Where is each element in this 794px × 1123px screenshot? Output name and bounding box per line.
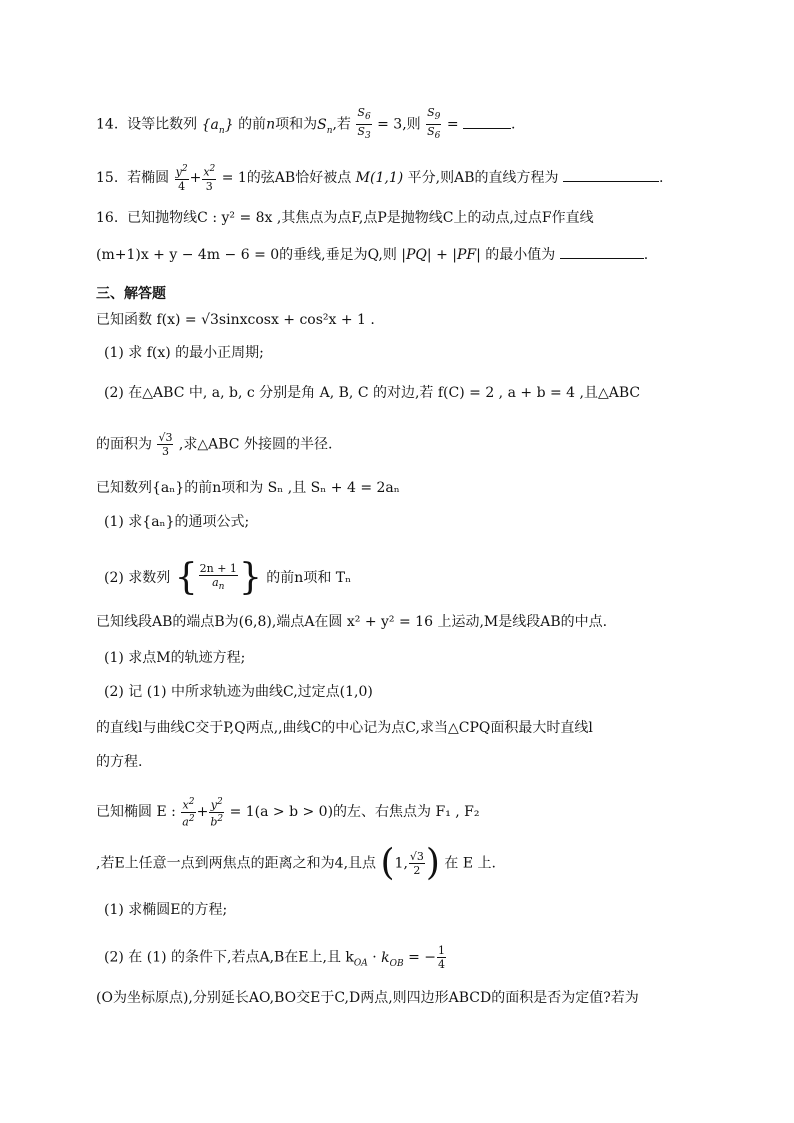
question-19-part-2-cont: 的直线l与曲线C交于P,Q两点,,曲线C的中心记为点C,求当△CPQ面积最大时直线l: [96, 720, 593, 736]
question-number: 14.: [96, 116, 119, 133]
question-20-part-1: (1) 求椭圆E的方程;: [104, 902, 228, 918]
question-20-line-2: ,若E上任意一点到两焦点的距离之和为4,且点 (1, $\frac{√3}{2}$ ) 在 E 上.: [96, 842, 496, 884]
question-19-part-2: (2) 记 (1) 中所求轨迹为曲线C,过定点(1,0): [104, 684, 373, 700]
question-19-part-2-end: 的方程.: [96, 754, 143, 770]
answer-blank[interactable]: [463, 114, 511, 129]
question-number: 16.: [96, 210, 119, 226]
question-18-part-2: (2) 求数列 { $\frac{2n + 1}{a_n}$ } 的前n项和 Tₙ: [104, 557, 352, 599]
question-16-line-2: (m+1)x + y − 4m − 6 = 0的垂线,垂足为Q,则 |PQ| + |PF| 的最小值为 .: [96, 244, 648, 265]
question-17: 已知函数 f(x) = √3sinxcosx + cos²x + 1 .: [96, 312, 375, 328]
question-17-part-2-cont: 的面积为 $\frac{√3}{3}$ ,求△ABC 外接圆的半径.: [96, 431, 333, 458]
answer-blank[interactable]: [560, 244, 644, 259]
question-20: 已知椭圆 E : $\frac{x^2}{a^2}$ + $\frac{y^2}{b^2}$ = 1(a > b > 0)的左、右焦点为 F₁ , F₂: [96, 797, 480, 829]
question-16-line-1: 16. 已知抛物线C : y² = 8x ,其焦点为点F,点P是抛物线C上的动点,过点F作直线: [96, 210, 594, 226]
question-20-part-2: (2) 在 (1) 的条件下,若点A,B在E上,且 $k_{OA} \cdot k_{OB}$ = − $\frac{1}{4}$: [104, 944, 446, 971]
question-18: 已知数列{aₙ}的前n项和为 Sₙ ,且 Sₙ + 4 = 2aₙ: [96, 480, 400, 496]
question-number: 15.: [96, 169, 119, 186]
question-17-part-1: (1) 求 f(x) 的最小正周期;: [104, 345, 264, 361]
question-18-part-1: (1) 求{aₙ}的通项公式;: [104, 514, 250, 530]
question-19-part-1: (1) 求点M的轨迹方程;: [104, 650, 246, 666]
question-14: 14. 设等比数列 $\{a_n\}$ 的前n项和为$S_n$,若 $\frac{S_6}{S_3}$ = 3,则 $\frac{S_9}{S_6}$ = .: [96, 106, 516, 142]
question-15: 15. 若椭圆 $\frac{y^2}{4}$ + $\frac{x^2}{3}$ = 1的弦AB恰好被点 M(1,1) 平分,则AB的直线方程为 .: [96, 164, 664, 193]
question-20-part-2-cont: (O为坐标原点),分别延长AO,BO交E于C,D两点,则四边形ABCD的面积是否为定值?若为: [96, 990, 639, 1006]
question-19: 已知线段AB的端点B为(6,8),端点A在圆 x² + y² = 16 上运动,M是线段AB的中点.: [96, 614, 608, 630]
question-17-part-2: (2) 在△ABC 中, a, b, c 分别是角 A, B, C 的对边,若 f(C) = 2 , a + b = 4 ,且△ABC: [104, 385, 641, 401]
answer-blank[interactable]: [563, 167, 659, 182]
section-heading: 三、解答题: [96, 286, 166, 302]
